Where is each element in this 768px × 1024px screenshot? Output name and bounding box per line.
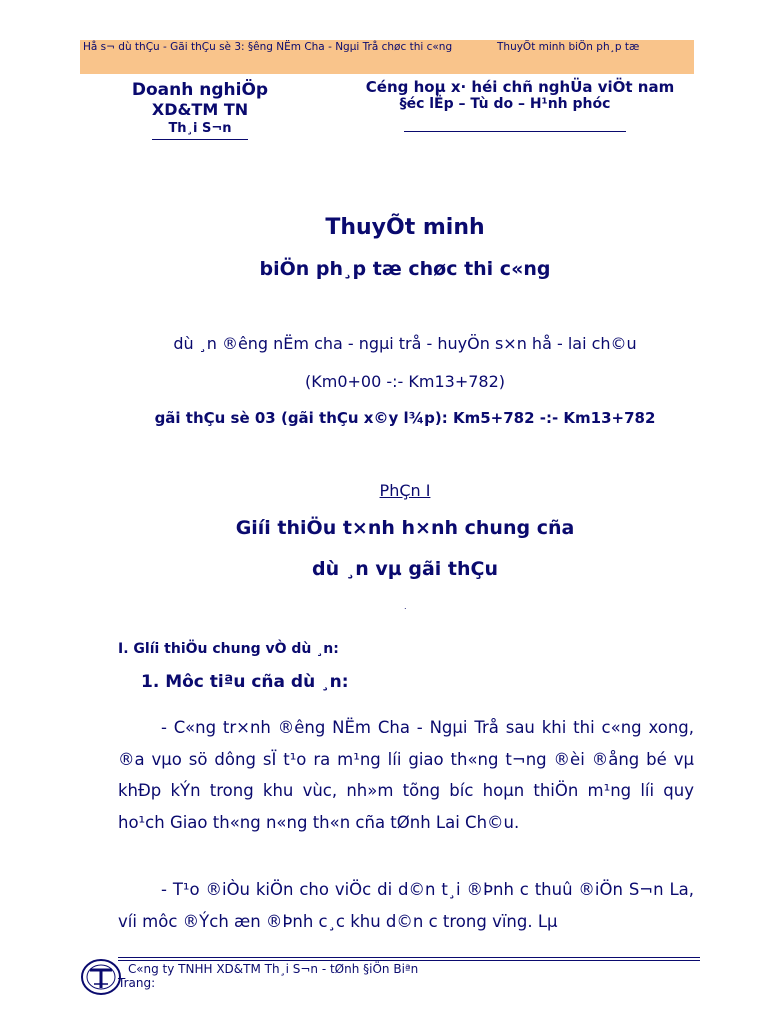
- footer-rule-top: [118, 957, 700, 958]
- part-heading-line2: dù ¸n vµ gãi thÇu: [312, 558, 498, 580]
- org-name-line1: Doanh nghiÖp: [131, 80, 269, 100]
- org-name-line3: Th¸i S¬n: [168, 121, 232, 136]
- project-name: dù ¸n ®êng nËm cha - ngµi trå - huyÖn s×n hå - lai ch©u: [173, 334, 637, 353]
- package-info: gãi thÇu sè 03 (gãi thÇu x©y l¾p): Km5+782 -:- Km13+782: [154, 409, 656, 427]
- republic-title: Céng hoµ x· héi chñ nghÜa viÖt nam: [365, 78, 675, 96]
- org-underline: [152, 139, 248, 140]
- section-title: I. Glíi thiÖu chung vÒ dù ¸n:: [118, 641, 339, 657]
- subsection-title: 1. Môc tiªu cña dù ¸n:: [141, 672, 349, 692]
- org-name-line2: XD&TM TN: [151, 100, 249, 119]
- part-label: PhÇn I: [379, 481, 431, 500]
- doc-title: ThuyÕt minh: [325, 215, 485, 240]
- republic-underline: [404, 131, 626, 132]
- footer-rule-bottom: [118, 960, 700, 961]
- header-left-text: Hå s¬ dù thÇu - Gãi thÇu sè 3: §êng NËm Cha - Ngµi Trå chøc thi c«ng: [83, 41, 453, 53]
- doc-subtitle: biÖn ph¸p tæ chøc thi c«ng: [259, 258, 551, 280]
- part-heading-line1: Giíi thiÖu t×nh h×nh chung cña: [235, 517, 575, 539]
- paragraph-2: - T¹o ®iÒu kiÖn cho viÖc di d©n t¸i ®Þnh c thuû ®iÖn S¬n La, víi môc ®Ých æn ®Þnh c¸c khu d©n c trong vïng. Lµ: [118, 880, 694, 931]
- separator-dot: .: [404, 602, 407, 611]
- footer-page-label: Trang:: [118, 976, 156, 990]
- republic-motto: §éc lËp – Tù do – H¹nh phóc: [399, 96, 611, 112]
- paragraph-1: - C«ng tr×nh ®êng NËm Cha - Ngµi Trå sau khi thi c«ng xong, ®a vµo sö dông sÏ t¹o ra m¹ng líi giao th«ng t¬ng ®èi ®ång bé vµ khÐp kÝn trong khu vùc, nh»m tõng bíc hoµn thiÖn m¹ng líi quy ho¹ch Giao th«ng n«ng th«n cña tØnh Lai Ch©u.: [118, 718, 694, 832]
- footer-company: C«ng ty TNHH XD&TM Th¸i S¬n - tØnh §iÖn Biªn: [128, 962, 419, 976]
- header-right-text: ThuyÕt minh biÖn ph¸p tæ: [497, 41, 640, 53]
- company-logo-icon: [80, 958, 122, 996]
- project-range: (Km0+00 -:- Km13+782): [305, 372, 505, 391]
